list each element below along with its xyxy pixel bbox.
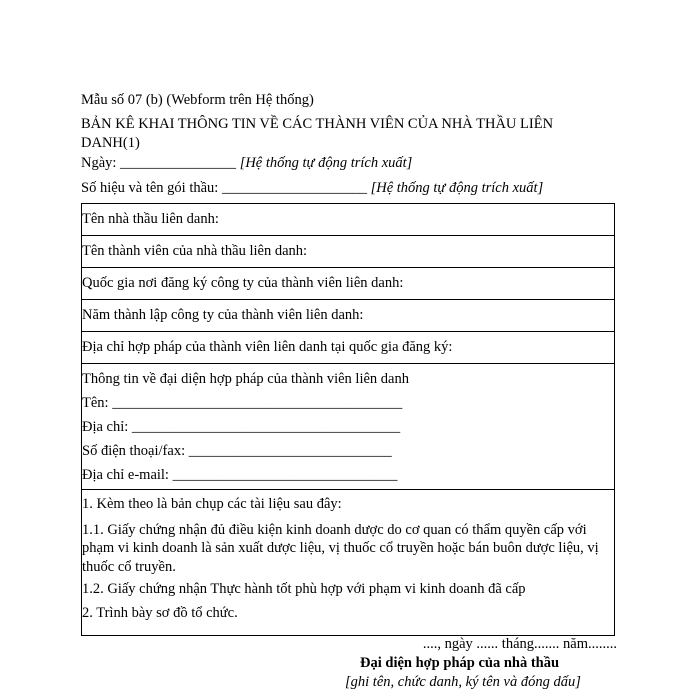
attachment-item-2: 2. Trình bày sơ đồ tổ chức. [82,605,238,621]
attachment-item-1-2: 1.2. Giấy chứng nhận Thực hành tốt phù hợp với phạm vi kinh doanh đã cấp [82,581,526,597]
table-row [82,204,614,236]
table-row [82,268,614,300]
package-label: Số hiệu và tên gói thầu: ____________________ [81,180,367,196]
date-label: Ngày: ________________ [81,155,237,171]
signature-hint: [ghi tên, chức danh, ký tên và đóng dấu] [345,674,581,690]
attachment-item-1-1: 1.1. Giấy chứng nhận đủ điều kiện kinh doanh dược do cơ quan có thẩm quyền cấp với phạm vi kinh doanh là sản xuất dược liệu, vị thuốc cổ truyền hoặc bán buôn dược liệu, vị thuốc cổ truyền. [82,522,599,575]
date-hint: [Hệ thống tự động trích xuất] [239,155,413,171]
registration-country-label: Quốc gia nơi đăng ký công ty của thành viên liên danh: [82,275,404,291]
table-row [82,332,614,364]
table-row [82,364,614,490]
representative-name-field: Tên: ________________________________________ [82,395,403,411]
package-line [81,180,543,197]
date-line [81,155,412,172]
member-name-label: Tên thành viên của nhà thầu liên danh: [82,243,308,259]
representative-address-field: Địa chỉ: _____________________________________ [82,419,401,435]
attachments-heading: 1. Kèm theo là bản chụp các tài liệu sau đây: [82,496,342,512]
package-hint: [Hệ thống tự động trích xuất] [370,180,544,196]
table-row [82,300,614,332]
document-title: BẢN KÊ KHAI THÔNG TIN VỀ CÁC THÀNH VIÊN CỦA NHÀ THẦU LIÊN DANH(1) [81,116,554,151]
founding-year-label: Năm thành lập công ty của thành viên liên danh: [82,307,364,323]
signature-date-line: ...., ngày ...... tháng....... năm........ [422,636,617,652]
member-info-table [81,203,615,636]
signature-role: Đại diện hợp pháp của nhà thầu [360,655,560,671]
table-row [82,490,614,635]
representative-heading: Thông tin về đại diện hợp pháp của thành viên liên danh [82,371,409,387]
representative-email-field: Địa chỉ e-mail: _______________________________ [82,467,398,483]
legal-address-label: Địa chỉ hợp pháp của thành viên liên danh tại quốc gia đăng ký: [82,339,453,355]
form-code: Mẫu số 07 (b) (Webform trên Hệ thống) [81,92,314,108]
representative-phone-field: Số điện thoại/fax: ____________________________ [82,443,392,459]
joint-venture-name-label: Tên nhà thầu liên danh: [82,211,219,227]
table-row [82,236,614,268]
